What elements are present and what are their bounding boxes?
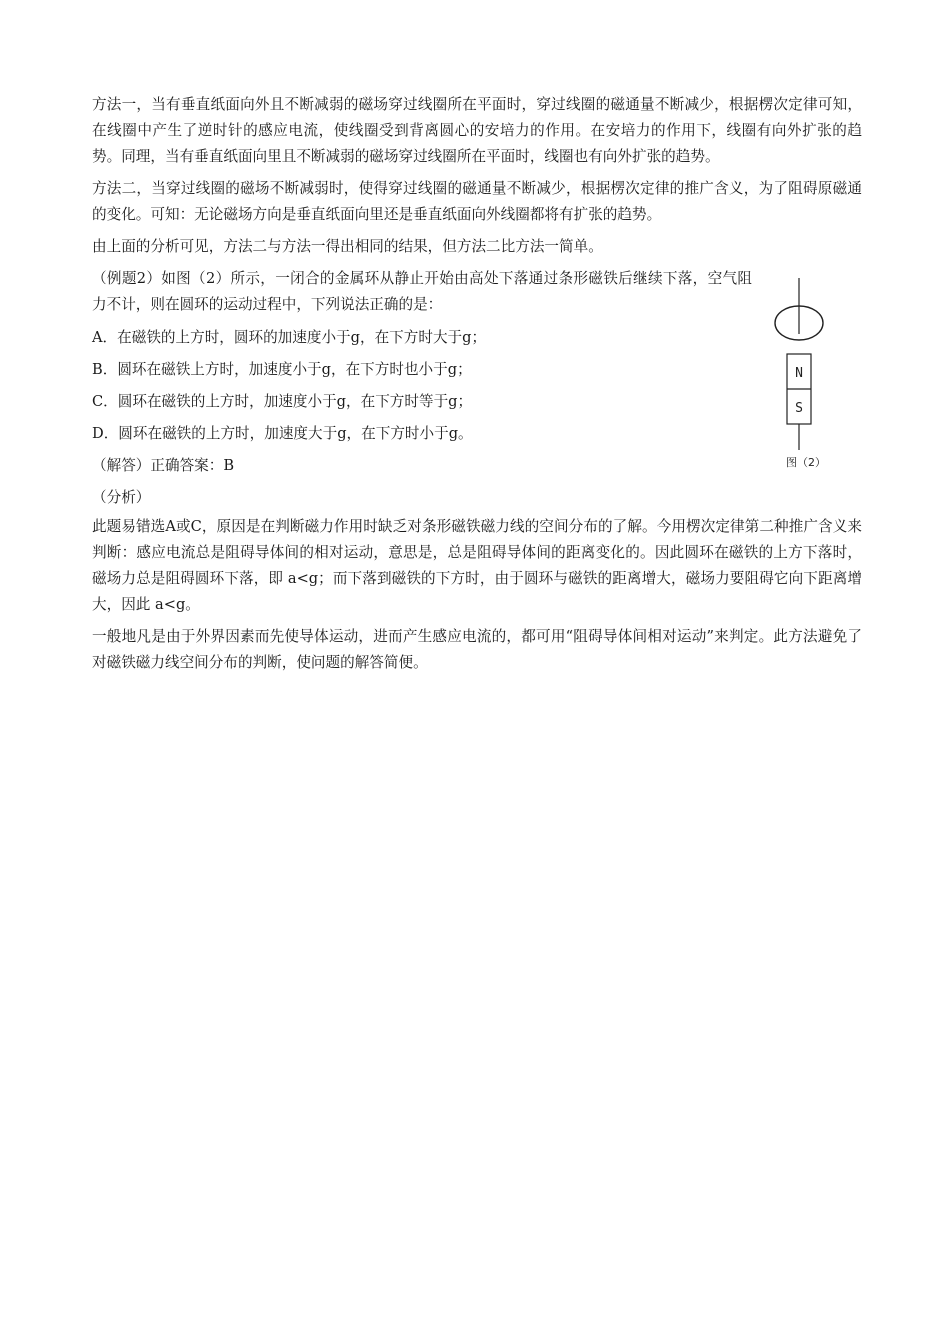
figure-caption: 图（2） <box>786 456 826 469</box>
option-a: A．在磁铁的上方时，圆环的加速度小于g，在下方时大于g； <box>92 329 487 346</box>
analysis-heading: （分析） <box>92 489 151 506</box>
document-page <box>92 92 862 676</box>
example-2-block <box>92 266 862 514</box>
example-question: （例题2）如图（2）所示，一闭合的金属环从静止开始由高处下落通过条形磁铁后继续下落，空气阻力不计，则在圆环的运动过程中，下列说法正确的是： <box>92 270 752 313</box>
option-b: B．圆环在磁铁上方时，加速度小于g，在下方时也小于g； <box>92 361 472 378</box>
option-d: D．圆环在磁铁的上方时，加速度大于g，在下方时小于g。 <box>92 425 473 442</box>
south-pole-label: S <box>795 401 803 416</box>
north-pole-label: N <box>795 366 803 381</box>
analysis-paragraph-1: 此题易错选A或C，原因是在判断磁力作用时缺乏对条形磁铁磁力线的空间分布的了解。今用楞次定律第二种推广含义来判断：感应电流总是阻碍导体间的相对运动，意思是，总是阻碍导体间的距离变化的。因此圆环在磁铁的上方下落时，磁场力总是阻碍圆环下落，即 a<g；而下落到磁铁的下方时，由于圆环与磁铁的距离增大，磁场力要阻碍它向下距离增大，因此 a<g。 <box>92 518 862 613</box>
option-c: C．圆环在磁铁的上方时，加速度小于g，在下方时等于g； <box>92 393 473 410</box>
magnet-ring-figure <box>772 278 842 478</box>
answer-line: （解答）正确答案：B <box>92 457 235 474</box>
magnet-ring-diagram <box>772 278 842 478</box>
example-text <box>92 266 752 514</box>
summary-paragraph: 由上面的分析可见，方法二与方法一得出相同的结果，但方法二比方法一简单。 <box>92 238 603 255</box>
method-one-paragraph: 方法一，当有垂直纸面向外且不断减弱的磁场穿过线圈所在平面时，穿过线圈的磁通量不断减少，根据楞次定律可知，在线圈中产生了逆时针的感应电流，使线圈受到背离圆心的安培力的作用。在安培力的作用下，线圈有向外扩张的趋势。同理，当有垂直纸面向里且不断减弱的磁场穿过线圈所在平面时，线圈也有向外扩张的趋势。 <box>92 96 862 165</box>
analysis-paragraph-2: 一般地凡是由于外界因素而先使导体运动，进而产生感应电流的，都可用“阻碍导体间相对运动”来判定。此方法避免了对磁铁磁力线空间分布的判断，使问题的解答简便。 <box>92 628 862 671</box>
method-two-paragraph: 方法二，当穿过线圈的磁场不断减弱时，使得穿过线圈的磁通量不断减少，根据楞次定律的推广含义，为了阻碍原磁通的变化。可知：无论磁场方向是垂直纸面向里还是垂直纸面向外线圈都将有扩张的趋势。 <box>92 180 862 223</box>
